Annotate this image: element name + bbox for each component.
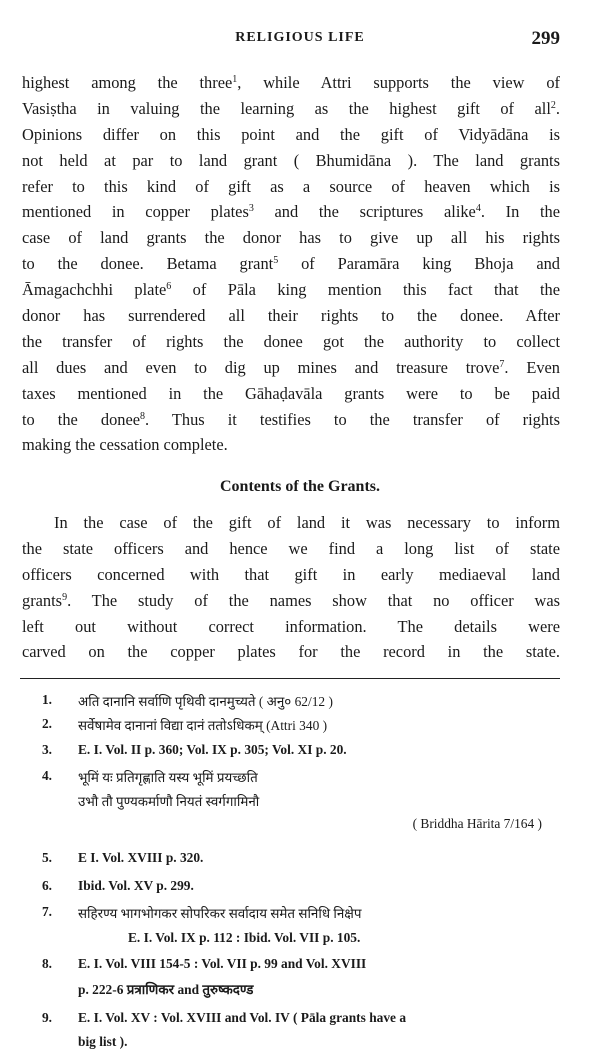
text-line: taxes mentioned in the Gāhaḍavāla grants were to be paid xyxy=(22,383,560,403)
footnote-number: 3. xyxy=(41,742,52,757)
text-line: officers concerned with that gift in early mediaeval land xyxy=(22,564,560,584)
paragraph-2 xyxy=(22,510,560,665)
footnote-text: E I. Vol. XVIII p. 320. xyxy=(78,850,204,865)
paragraph-1 xyxy=(22,70,560,458)
text-line: Opinions differ on this point and the gift of Vidyādāna is xyxy=(22,124,560,144)
footnote-number: 2. xyxy=(41,716,52,731)
footnote-text: भूमिं यः प्रतिगृह्णाति यस्य भूमिं प्रयच्छति xyxy=(78,770,258,785)
footnote-number: 1. xyxy=(41,692,52,707)
footnote-ref: 4 xyxy=(475,203,481,215)
footnote-text: E. I. Vol. XV : Vol. XVIII and Vol. IV ( Pāla grants have a xyxy=(78,1010,407,1025)
footnote-number: 5. xyxy=(41,850,52,865)
running-title: RELIGIOUS LIFE xyxy=(235,30,365,45)
footnote-text: Ibid. Vol. XV p. 299. xyxy=(78,878,194,893)
footnote-2 xyxy=(22,716,562,742)
footnote-8 xyxy=(22,956,562,980)
footnote-ref: 5 xyxy=(273,255,279,267)
text-line: case of land grants the donor has to give up all his rights xyxy=(22,228,560,248)
text-line: refer to this kind of gift as a source of heaven which is xyxy=(22,176,560,196)
text-line: not held at par to land grant ( Bhumidāna ). The land grants xyxy=(22,150,560,170)
text-line: mentioned in copper plates$^3$ and the scriptures alike$^4$. In the xyxy=(22,202,560,222)
footnote-number: 4. xyxy=(41,768,52,783)
text-line: left out without correct information. The details were xyxy=(22,616,560,636)
footnote-ref: 9 xyxy=(62,591,68,603)
footnote-3 xyxy=(22,742,562,768)
text-line: Vasiṣtha in valuing the learning as the highest gift of all$^2$. xyxy=(22,98,560,118)
running-head xyxy=(0,28,600,52)
footnote-text: अति दानानि सर्वाणि पृथिवी दानमुच्यते ( अनु० 62/12 ) xyxy=(78,694,333,709)
section-heading: Contents of the Grants. xyxy=(220,478,380,495)
page-number: 299 xyxy=(531,28,560,49)
footnote-text: big list ). xyxy=(78,1034,128,1049)
footnote-4-source xyxy=(22,816,562,850)
footnote-number: 9. xyxy=(41,1010,52,1025)
footnote-text: ( Briddha Hārita 7/164 ) xyxy=(412,816,542,831)
footnote-text: E. I. Vol. VIII 154-5 : Vol. VII p. 99 and Vol. XVIII xyxy=(78,956,367,971)
text-line: carved on the copper plates for the record in the state. xyxy=(22,642,560,662)
footnote-5 xyxy=(22,850,562,878)
text-line: the state officers and hence we find a long list of state xyxy=(22,538,560,558)
footnote-text: उभौ तौ पुण्यकर्माणौ नियतं स्वर्गगामिनौ xyxy=(78,794,260,809)
footnote-ref: 6 xyxy=(166,281,172,293)
footnote-divider xyxy=(20,678,560,679)
text-line: highest among the three$^1$, while Attri supports the view of xyxy=(22,73,560,92)
text-line: In the case of the gift of land it was necessary to inform xyxy=(54,513,560,532)
footnote-text: E. I. Vol. II p. 360; Vol. IX p. 305; Vol. XI p. 20. xyxy=(78,742,347,757)
footnote-8-cont xyxy=(22,980,562,1010)
footnote-7-cont xyxy=(22,930,562,956)
text-line: Āmagachchhi plate$^6$ of Pāla king mention this fact that the xyxy=(22,280,560,300)
text-line: donor has surrendered all their rights to the donee. After xyxy=(22,306,560,326)
footnote-ref: 8 xyxy=(140,410,146,422)
footnote-9-cont xyxy=(22,1034,562,1058)
text-line: grants$^9$. The study of the names show that no officer was xyxy=(22,590,560,610)
footnotes xyxy=(22,684,562,1058)
footnote-text: सहिरण्य भागभोगकर सोपरिकर सर्वादाय समेत सनिधि निक्षेप xyxy=(78,906,362,921)
footnote-ref: 3 xyxy=(248,203,254,215)
footnote-ref: 7 xyxy=(499,358,505,370)
footnote-number: 8. xyxy=(41,956,52,971)
footnote-text: सर्वेषामेव दानानां विद्या दानं ततोऽधिकम् (Attri 340 ) xyxy=(78,718,328,733)
footnote-ref: 1 xyxy=(232,74,238,85)
text-line: the transfer of rights the donee got the authority to collect xyxy=(22,331,560,351)
footnote-6 xyxy=(22,878,562,904)
footnote-ref: 2 xyxy=(550,99,556,111)
footnote-9 xyxy=(22,1010,562,1034)
footnote-number: 7. xyxy=(41,904,52,919)
text-line: all dues and even to dig up mines and treasure trove$^7$. Even xyxy=(22,357,560,377)
footnote-text: E. I. Vol. IX p. 112 : Ibid. Vol. VII p. 105. xyxy=(128,930,361,945)
footnote-1 xyxy=(22,692,562,716)
text-line: to the donee$^8$. Thus it testifies to the transfer of rights xyxy=(22,409,560,429)
footnote-4-cont xyxy=(22,792,562,816)
text-line: to the donee. Betama grant$^5$ of Paramāra king Bhoja and xyxy=(22,254,561,274)
text-line: making the cessation complete. xyxy=(22,435,228,455)
footnote-4 xyxy=(22,768,562,792)
footnote-text: p. 222-6 प्रत्राणिकर and तुरुष्कदण्ड xyxy=(78,982,254,997)
footnote-7 xyxy=(22,904,562,930)
footnote-number: 6. xyxy=(41,878,52,893)
